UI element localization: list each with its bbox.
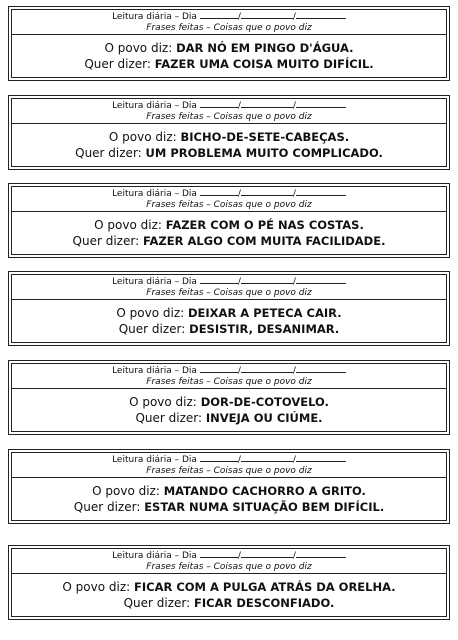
meaning-line — [124, 595, 335, 611]
saying-line — [104, 40, 353, 56]
card-inner-frame — [11, 9, 447, 78]
meaning-text: ESTAR NUMA SITUAÇÃO BEM DIFÍCIL. — [144, 500, 385, 514]
reading-card-4 — [8, 271, 450, 346]
saying-text: DAR NÓ EM PINGO D'ÁGUA. — [176, 41, 354, 55]
meaning-text: FICAR DESCONFIADO. — [194, 596, 335, 610]
date-slash: / — [237, 454, 241, 465]
card-body — [12, 212, 446, 254]
card-body — [12, 124, 446, 166]
reading-label: Leitura diária — [112, 550, 172, 561]
meaning-line — [135, 410, 322, 426]
year-blank[interactable] — [296, 276, 346, 284]
card-inner-frame — [11, 363, 447, 432]
meaning-text: DESISTIR, DESANIMAR. — [189, 322, 340, 336]
meaning-line — [74, 499, 384, 515]
saying-prefix: O povo diz: — [94, 218, 162, 232]
saying-line — [129, 394, 329, 410]
year-blank[interactable] — [296, 188, 346, 196]
card-header — [12, 549, 446, 574]
reading-label: Leitura diária — [112, 188, 172, 199]
reading-card-2 — [8, 95, 450, 170]
saying-prefix: O povo diz: — [104, 41, 173, 55]
date-slash: / — [237, 11, 241, 22]
date-slash: / — [292, 188, 296, 199]
meaning-text: FAZER UMA COISA MUITO DIFÍCIL. — [154, 57, 374, 71]
meaning-prefix: Quer dizer: — [135, 411, 203, 425]
reading-date-line — [112, 100, 346, 112]
saying-line — [109, 129, 349, 145]
dash: – — [174, 365, 180, 376]
meaning-prefix: Quer dizer: — [75, 146, 142, 160]
card-body — [12, 574, 446, 616]
card-subtitle: Frases feitas – Coisas que o povo diz — [146, 199, 312, 210]
year-blank[interactable] — [296, 365, 346, 373]
saying-prefix: O povo diz: — [129, 395, 197, 409]
dash: – — [174, 550, 180, 561]
card-subtitle: Frases feitas – Coisas que o povo diz — [146, 287, 312, 298]
card-header — [12, 364, 446, 389]
day-blank[interactable] — [200, 550, 238, 558]
month-blank[interactable] — [241, 188, 293, 196]
meaning-text: UM PROBLEMA MUITO COMPLICADO. — [145, 146, 383, 160]
date-slash: / — [237, 188, 241, 199]
meaning-text: FAZER ALGO COM MUITA FACILIDADE. — [142, 234, 386, 248]
reading-card-6 — [8, 449, 450, 524]
meaning-line — [84, 56, 373, 72]
meaning-line — [75, 145, 383, 161]
saying-line — [94, 217, 364, 233]
month-blank[interactable] — [241, 100, 293, 108]
month-blank[interactable] — [241, 365, 293, 373]
reading-card-3 — [8, 183, 450, 258]
meaning-line — [73, 233, 386, 249]
day-blank[interactable] — [200, 188, 238, 196]
card-subtitle: Frases feitas – Coisas que o povo diz — [146, 111, 312, 122]
meaning-prefix: Quer dizer: — [72, 234, 140, 248]
saying-prefix: O povo diz: — [92, 484, 160, 498]
meaning-prefix: Quer dizer: — [123, 596, 191, 610]
date-slash: / — [292, 11, 296, 22]
reading-date-line — [112, 188, 346, 200]
saying-line — [62, 579, 395, 595]
reading-card-7 — [8, 545, 450, 620]
saying-prefix: O povo diz: — [62, 580, 131, 594]
card-header — [12, 275, 446, 300]
year-blank[interactable] — [296, 11, 346, 19]
dia-label: Dia — [181, 454, 197, 465]
saying-line — [92, 483, 366, 499]
card-inner-frame — [11, 452, 447, 521]
saying-line — [116, 305, 341, 321]
date-slash: / — [292, 454, 296, 465]
card-body — [12, 300, 446, 342]
card-inner-frame — [11, 548, 447, 617]
meaning-prefix: Quer dizer: — [73, 500, 141, 514]
meaning-line — [119, 321, 340, 337]
card-inner-frame — [11, 98, 447, 167]
card-subtitle: Frases feitas – Coisas que o povo diz — [146, 465, 312, 476]
day-blank[interactable] — [200, 365, 238, 373]
card-subtitle: Frases feitas – Coisas que o povo diz — [146, 376, 312, 387]
saying-text: FICAR COM A PULGA ATRÁS DA ORELHA. — [134, 580, 396, 594]
saying-prefix: O povo diz: — [116, 306, 185, 320]
dash: – — [174, 11, 180, 22]
year-blank[interactable] — [296, 454, 346, 462]
reading-label: Leitura diária — [112, 276, 172, 287]
day-blank[interactable] — [200, 454, 238, 462]
card-subtitle: Frases feitas – Coisas que o povo diz — [146, 22, 312, 33]
saying-text: BICHO-DE-SETE-CABEÇAS. — [180, 130, 350, 144]
saying-text: DEIXAR A PETECA CAIR. — [188, 306, 342, 320]
day-blank[interactable] — [200, 276, 238, 284]
dash: – — [174, 188, 180, 199]
dia-label: Dia — [181, 188, 197, 199]
dia-label: Dia — [181, 100, 197, 111]
date-slash: / — [237, 550, 241, 561]
reading-date-line — [112, 11, 346, 23]
card-header — [12, 10, 446, 35]
card-subtitle: Frases feitas – Coisas que o povo diz — [146, 561, 312, 572]
card-body — [12, 35, 446, 77]
saying-prefix: O povo diz: — [108, 130, 177, 144]
reading-label: Leitura diária — [112, 100, 172, 111]
card-header — [12, 99, 446, 124]
card-inner-frame — [11, 274, 447, 343]
reading-label: Leitura diária — [112, 11, 172, 22]
date-slash: / — [237, 365, 241, 376]
date-slash: / — [237, 100, 241, 111]
saying-text: DOR-DE-COTOVELO. — [200, 395, 329, 409]
day-blank[interactable] — [200, 11, 238, 19]
reading-card-5 — [8, 360, 450, 435]
day-blank[interactable] — [200, 100, 238, 108]
dash: – — [174, 454, 180, 465]
dia-label: Dia — [181, 276, 197, 287]
year-blank[interactable] — [296, 100, 346, 108]
card-body — [12, 389, 446, 431]
reading-card-1 — [8, 6, 450, 81]
date-slash: / — [292, 365, 296, 376]
card-body — [12, 478, 446, 520]
reading-date-line — [112, 454, 346, 466]
card-header — [12, 453, 446, 478]
saying-text: MATANDO CACHORRO A GRITO. — [163, 484, 366, 498]
meaning-prefix: Quer dizer: — [84, 57, 151, 71]
meaning-prefix: Quer dizer: — [118, 322, 186, 336]
reading-label: Leitura diária — [112, 365, 172, 376]
dash: – — [174, 100, 180, 111]
dia-label: Dia — [181, 365, 197, 376]
dia-label: Dia — [181, 550, 197, 561]
date-slash: / — [292, 100, 296, 111]
month-blank[interactable] — [241, 11, 293, 19]
month-blank[interactable] — [241, 454, 293, 462]
card-header — [12, 187, 446, 212]
month-blank[interactable] — [241, 550, 293, 558]
year-blank[interactable] — [296, 550, 346, 558]
saying-text: FAZER COM O PÉ NAS COSTAS. — [165, 218, 364, 232]
month-blank[interactable] — [241, 276, 293, 284]
reading-date-line — [112, 276, 346, 288]
dia-label: Dia — [181, 11, 197, 22]
date-slash: / — [292, 276, 296, 287]
date-slash: / — [292, 550, 296, 561]
date-slash: / — [237, 276, 241, 287]
reading-label: Leitura diária — [112, 454, 172, 465]
dash: – — [174, 276, 180, 287]
card-inner-frame — [11, 186, 447, 255]
reading-date-line — [112, 550, 346, 562]
reading-date-line — [112, 365, 346, 377]
meaning-text: INVEJA OU CIÚME. — [205, 411, 323, 425]
